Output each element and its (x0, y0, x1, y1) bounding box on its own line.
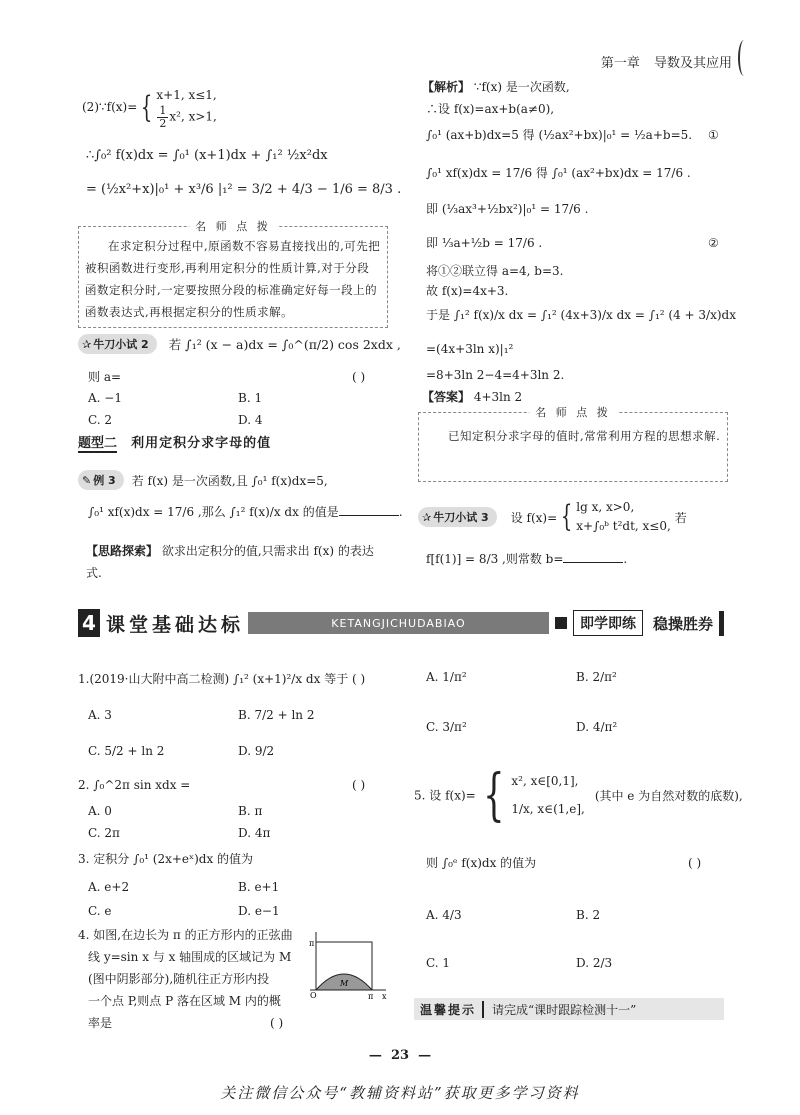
option-b: B. 1 (238, 391, 263, 405)
banner-number: 4 (78, 609, 100, 637)
solution-line: ∵f(x) 是一次函数, (473, 80, 570, 94)
answer-blank (563, 562, 623, 563)
trial-text: 设 f(x)= (510, 510, 558, 525)
solution-line: ∫₀¹ xf(x)dx = 17/6 得 ∫₀¹ (ax²+bx)dx = 17/6 . (426, 166, 691, 180)
q2-option-d: D. 4π (238, 826, 271, 840)
page-header (601, 52, 732, 71)
example-3 (78, 470, 328, 490)
tip-label: 温馨提示 (414, 1001, 484, 1018)
banner-pinyin: KETANGJICHUDABIAO (331, 616, 466, 630)
q2-option-b: B. π (238, 804, 263, 818)
example-line2: ∫₀¹ xf(x)dx = 17/6 ,那么 ∫₁² f(x)/x dx 的值是 (88, 505, 339, 519)
solution-line: 即 (⅓ax³+½bx²)|₀¹ = 17/6 . (426, 202, 589, 216)
q4-option-d: D. 4/π² (576, 720, 618, 734)
star-icon: ✰ (82, 337, 92, 351)
trial3-question-text: f[f(1)] = 8/3 ,则常数 b= (426, 552, 564, 566)
answer-text: 4+3ln 2 (473, 390, 523, 404)
solution-line: ∫₀¹ (ax+b)dx=5 得 (½ax²+bx)|₀¹ = ½a+b=5. (426, 128, 693, 142)
answer-blank (339, 515, 399, 516)
brace: { (482, 763, 505, 828)
trial3-end: . (623, 552, 628, 566)
equation-mark-2: ② (708, 236, 719, 250)
case-2: 1/x, x∈(1,e], (511, 802, 585, 816)
trial-label: 牛刀小试 2 (93, 338, 149, 351)
example-text-1: 若 f(x) 是一次函数,且 ∫₀¹ f(x)dx=5, (131, 473, 328, 488)
fx-label: f(x)= (106, 100, 138, 115)
tip-text: 请完成“课时跟踪检测十一” (492, 1002, 637, 1017)
option-a: A. −1 (88, 391, 122, 405)
option-c: C. 2 (88, 413, 113, 427)
fig-label-origin: O (310, 991, 317, 1000)
note-title: 名 师 点 拨 (529, 404, 617, 420)
banner-title: 课堂基础达标 (106, 613, 245, 636)
equation-mark-1: ① (708, 128, 719, 142)
star-icon: ✰ (422, 510, 432, 524)
case-2: x+∫₀ᵇ t²dt, x≤0, (576, 519, 671, 534)
question-5 (414, 763, 743, 828)
q5-note: (其中 e 为自然对数的底数), (594, 788, 743, 803)
q5-option-a: A. 4/3 (426, 908, 462, 922)
question-4-line-3: (图中阴影部分),随机往正方形内投 (88, 972, 270, 986)
warm-tip (414, 998, 724, 1020)
answer-paren: ( ) (352, 778, 366, 792)
question-1: 1.(2019·山大附中高二检测) ∫₁² (x+1)²/x dx 等于 (78, 672, 349, 686)
solution-line: 将①②联立得 a=4, b=3. (426, 264, 564, 278)
sine-square-figure (306, 924, 390, 1000)
solution-line: 于是 ∫₁² f(x)/x dx = ∫₁² (4x+3)/x dx = ∫₁² (4 + 3/x)dx (426, 308, 736, 322)
fig-label-m: M (340, 979, 349, 988)
banner-tag-2: 稳操胜券 (647, 611, 724, 636)
idea-explore (86, 540, 386, 584)
half-fraction: $\frac{1}{2}$ (159, 104, 167, 130)
question-4-line-1: 4. 如图,在边长为 π 的正方形内的正弦曲 (78, 928, 293, 942)
question-4-line-4: 一个点 P,则点 P 落在区域 M 内的概 (88, 994, 281, 1008)
note-text: 已知定积分求字母的值时,常常利用方程的思想求解. (448, 429, 721, 443)
question-4-line-2: 线 y=sin x 与 x 轴围成的区域记为 M (88, 950, 292, 964)
q2-option-c: C. 2π (88, 826, 120, 840)
q3-option-a: A. e+2 (88, 880, 130, 894)
q5-option-c: C. 1 (426, 956, 451, 970)
header-bracket (738, 40, 750, 76)
q2-option-a: A. 0 (88, 804, 112, 818)
teacher-note-2 (418, 406, 728, 482)
page-number-value: 23 (390, 1048, 410, 1063)
q1-option-a: A. 3 (88, 708, 112, 722)
trial-badge (78, 334, 157, 354)
answer-paren: ( ) (352, 672, 366, 686)
brace: { (560, 499, 573, 535)
type-heading (78, 436, 271, 452)
answer-label: 【答案】 (422, 390, 471, 404)
q5-option-d: D. 2/3 (576, 956, 613, 970)
example-label: 例 3 (93, 474, 116, 487)
trial-if: 若 (674, 510, 687, 525)
q3-option-d: D. e−1 (238, 904, 280, 918)
q5-label: 5. 设 f(x)= (414, 788, 476, 803)
q1-option-b: B. 7/2 + ln 2 (238, 708, 315, 722)
brace: { (141, 89, 153, 125)
example-badge (78, 470, 124, 490)
pen-icon: ✎ (82, 473, 92, 487)
solution-first (422, 80, 570, 95)
solution-line: ∴设 f(x)=ax+b(a≠0), (426, 102, 555, 116)
case-1: lg x, x>0, (576, 500, 635, 514)
q5-option-b: B. 2 (576, 908, 601, 922)
piecewise-cases (576, 498, 671, 536)
example-text-2 (88, 505, 403, 520)
question-2: 2. ∫₀^2π sin xdx = (78, 778, 191, 792)
trial-2 (78, 334, 401, 354)
note-title: 名 师 点 拨 (189, 218, 277, 234)
trial-label: 牛刀小试 3 (433, 511, 489, 525)
case-2: x², x>1, (169, 109, 217, 124)
trial-badge (418, 507, 497, 527)
solution-line: =8+3ln 2−4=4+3ln 2. (426, 368, 565, 382)
case-1: x+1, x≤1, (156, 88, 217, 102)
fig-label-pi-x: π (368, 992, 374, 1000)
case-1: x², x∈[0,1], (511, 774, 579, 789)
trial3-question (426, 552, 627, 567)
trial2-question: 则 a= (88, 370, 122, 384)
banner-tag-1: 即学即练 (573, 610, 643, 636)
example-end: . (398, 505, 403, 519)
section-banner (78, 608, 724, 638)
solution-line: =(4x+3ln x)|₁² (426, 342, 514, 356)
trial-3 (418, 498, 687, 536)
banner-stripe (248, 612, 549, 634)
question-4-line-5: 率是 (88, 1016, 113, 1030)
solution-part2 (82, 86, 217, 129)
trial-text: 若 ∫₁² (x − a)dx = ∫₀^(π/2) cos 2xdx , (168, 337, 401, 352)
idea-label: 【思路探索】 (86, 544, 159, 558)
part2-label: (2)∵ (82, 100, 107, 115)
teacher-note-1 (78, 220, 388, 328)
banner-square-icon (555, 617, 567, 629)
type-title: 利用定积分求字母的值 (131, 436, 272, 451)
solution-line: 即 ⅓a+½b = 17/6 . (426, 236, 543, 250)
solution-line: 故 f(x)=4x+3. (426, 284, 509, 298)
footer-text: 关注微信公众号“教辅资料站”获取更多学习资料 (220, 1084, 580, 1102)
q4-option-b: B. 2/π² (576, 670, 617, 684)
question-3: 3. 定积分 ∫₀¹ (2x+eˣ)dx 的值为 (78, 852, 254, 866)
q1-option-c: C. 5/2 + ln 2 (88, 744, 165, 758)
integral-line-2: = (½x²+x)|₀¹ + x³/6 |₁² = 3/2 + 4/3 − 1/6 = 8/3 . (86, 182, 402, 197)
answer-paren: ( ) (688, 856, 702, 870)
answer-paren: ( ) (352, 370, 366, 384)
chapter-label: 第一章 (600, 56, 640, 71)
page-number: — 23 — (368, 1048, 432, 1063)
chapter-title: 导数及其应用 (653, 56, 732, 71)
fig-label-x: x (382, 992, 387, 1000)
integral-line-1: ∴∫₀² f(x)dx = ∫₀¹ (x+1)dx + ∫₁² ½x²dx (86, 148, 328, 163)
answer-paren: ( ) (270, 1016, 284, 1030)
piecewise-cases (156, 86, 216, 129)
fig-label-pi-y: π (309, 939, 315, 948)
q5-question: 则 ∫₀ᵉ f(x)dx 的值为 (426, 856, 537, 870)
q3-option-c: C. e (88, 904, 112, 918)
q1-option-d: D. 9/2 (238, 744, 275, 758)
option-d: D. 4 (238, 413, 263, 427)
q4-option-c: C. 3/π² (426, 720, 467, 734)
type-label: 题型二 (78, 436, 118, 451)
idea-text: 欲求出定积分的值,只需求出 f(x) 的表达式. (86, 544, 374, 580)
q4-option-a: A. 1/π² (426, 670, 467, 684)
q3-option-b: B. e+1 (238, 880, 280, 894)
answer-line (422, 390, 522, 405)
piecewise-cases (511, 768, 584, 823)
note-text: 在求定积分过程中,原函数不容易直接找出的,可先把被积函数进行变形,再利用定积分的性质计算,对于分段函数定积分时,一定要按照分段的标准确定好每一段上的函数表达式,再根据定积分的性质求解。 (85, 239, 381, 319)
solution-label: 【解析】 (422, 80, 471, 94)
